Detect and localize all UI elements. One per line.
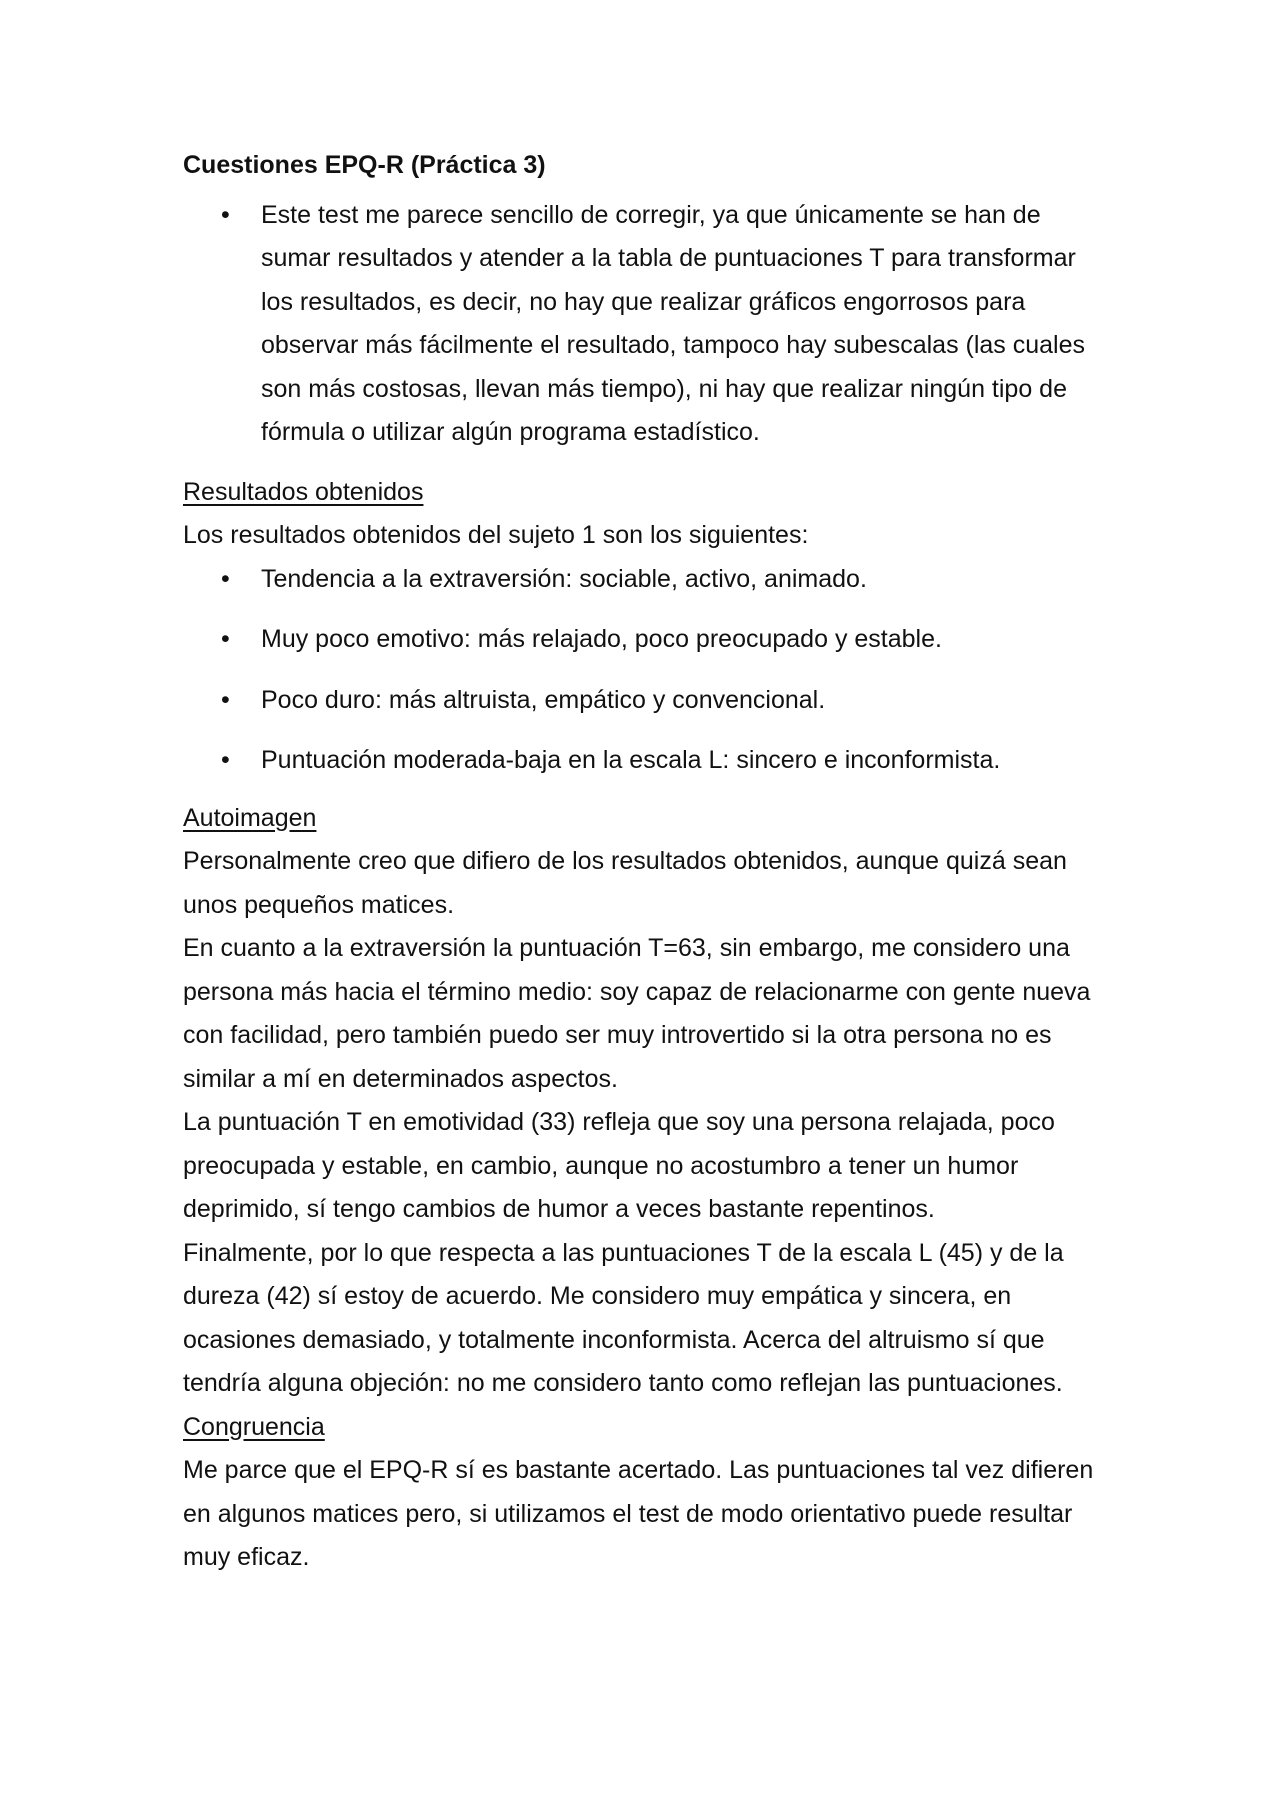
list-item-text: Tendencia a la extraversión: sociable, activo, animado. xyxy=(261,564,867,593)
document-title: Cuestiones EPQ-R (Práctica 3) xyxy=(183,151,546,179)
section-heading-resultados: Resultados obtenidos xyxy=(183,477,424,506)
section-heading-congruencia: Congruencia xyxy=(183,1412,325,1441)
congruencia-paragraph: Me parce que el EPQ-R sí es bastante acertado. Las puntuaciones tal vez difieren en algunos matices pero, si utilizamos el test de modo orientativo puede resultar muy eficaz. xyxy=(183,1456,1094,1571)
list-item xyxy=(183,618,1113,662)
results-intro: Los resultados obtenidos del sujeto 1 son los siguientes: xyxy=(183,521,809,549)
intro-bullet-list xyxy=(183,194,1113,455)
autoimagen-paragraph: Finalmente, por lo que respecta a las puntuaciones T de la escala L (45) y de la dureza (42) sí estoy de acuerdo. Me considero muy empática y sincera, en ocasiones demasiado, y totalmente inconformista. Acerca del altruismo sí que tendría alguna objeción: no me considero tanto como reflejan las puntuaciones. xyxy=(183,1238,1064,1397)
list-item xyxy=(183,558,1113,602)
list-item xyxy=(183,739,1113,783)
list-item xyxy=(183,679,1113,723)
bullet-icon: • xyxy=(221,564,230,593)
autoimagen-paragraph: En cuanto a la extraversión la puntuación T=63, sin embargo, me considero una persona más hacia el término medio: soy capaz de relacionarme con gente nueva con facilidad, pero también puedo ser muy introvertido si la otra persona no es similar a mí en determinados aspectos. xyxy=(183,934,1091,1093)
results-bullet-list xyxy=(183,558,1113,783)
section-heading-autoimagen: Autoimagen xyxy=(183,803,317,832)
list-item xyxy=(183,194,1113,455)
list-item-text: Muy poco emotivo: más relajado, poco preocupado y estable. xyxy=(261,625,942,653)
document-page xyxy=(183,144,1113,1580)
list-item-text: Poco duro: más altruista, empático y convencional. xyxy=(261,685,826,714)
bullet-icon: • xyxy=(221,685,230,714)
autoimagen-paragraph: Personalmente creo que difiero de los resultados obtenidos, aunque quizá sean unos pequeños matices. xyxy=(183,847,1067,919)
bullet-icon: • xyxy=(221,200,230,229)
autoimagen-paragraph: La puntuación T en emotividad (33) refleja que soy una persona relajada, poco preocupada y estable, en cambio, aunque no acostumbro a tener un humor deprimido, sí tengo cambios de humor a veces bastante repentinos. xyxy=(183,1108,1055,1223)
list-item-text: Este test me parece sencillo de corregir, ya que únicamente se han de sumar resultados y atender a la tabla de puntuaciones T para transformar los resultados, es decir, no hay que realizar gráficos engorrosos para observar más fácilmente el resultado, tampoco hay subescalas (las cuales son más costosas, llevan más tiempo), ni hay que realizar ningún tipo de fórmula o utilizar algún programa estadístico. xyxy=(261,200,1086,446)
list-item-text: Puntuación moderada-baja en la escala L: sincero e inconformista. xyxy=(261,746,1001,774)
bullet-icon: • xyxy=(221,625,230,653)
bullet-icon: • xyxy=(221,746,230,774)
